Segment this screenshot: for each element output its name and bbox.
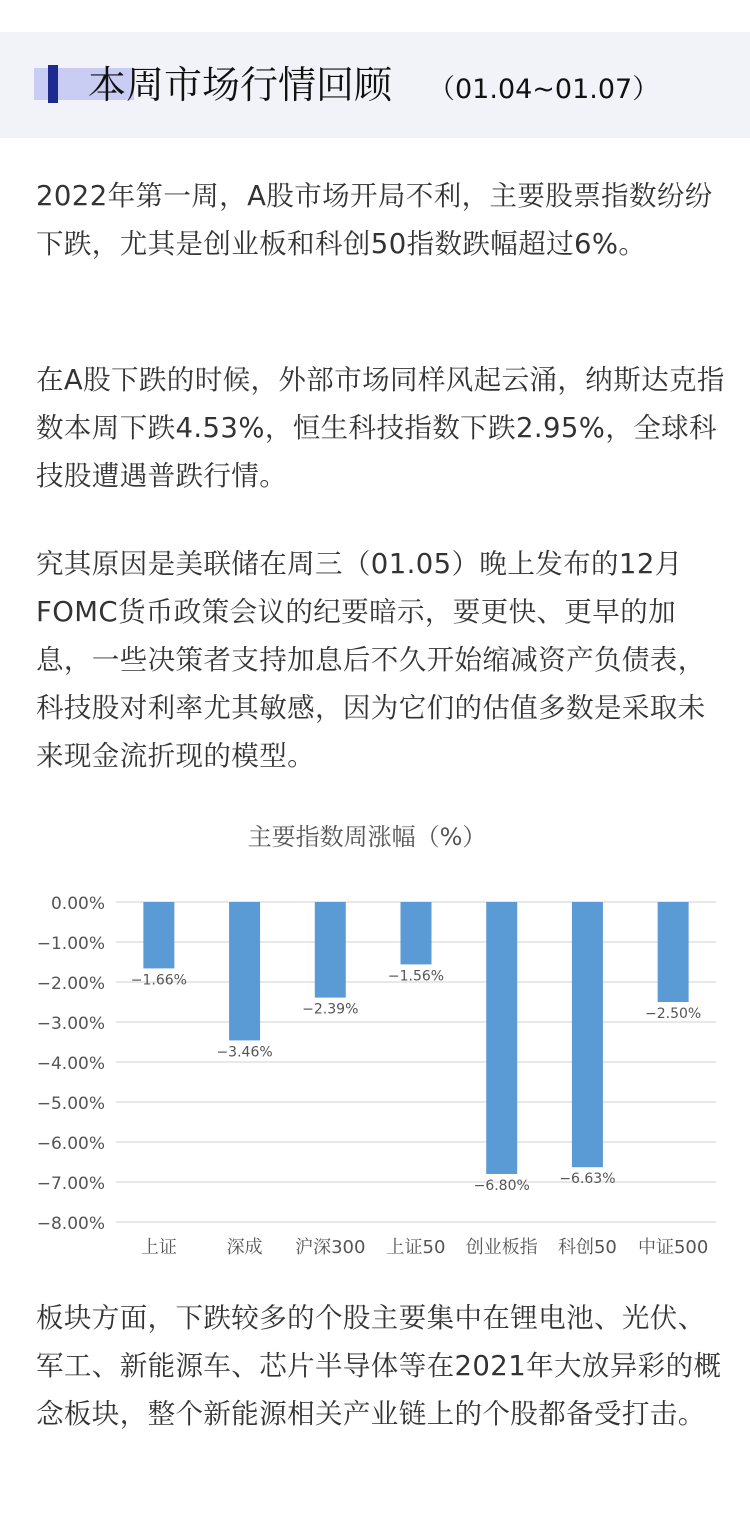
y-tick-label: −1.00%	[36, 934, 105, 954]
data-label: −6.63%	[559, 1171, 616, 1188]
section-date-range: （01.04~01.07）	[428, 74, 660, 105]
section-title: 本周市场行情回顾	[88, 63, 393, 107]
chart-bars	[143, 902, 688, 1174]
chart-data-labels	[131, 968, 702, 1194]
x-tick-label: 创业板指	[465, 1237, 538, 1258]
chart-title: 主要指数周涨幅（%）	[247, 823, 487, 851]
y-tick-label: −3.00%	[36, 1014, 105, 1034]
bar	[229, 902, 260, 1040]
y-tick-label: −4.00%	[36, 1054, 105, 1074]
y-tick-label: −7.00%	[36, 1174, 105, 1194]
bar	[572, 902, 603, 1167]
chart-y-axis	[37, 894, 105, 1234]
data-label: −2.39%	[302, 1001, 359, 1018]
y-tick-label: 0.00%	[50, 894, 105, 914]
x-tick-label: 中证500	[637, 1237, 709, 1258]
bar	[486, 902, 517, 1174]
bar	[401, 902, 432, 964]
y-tick-label: −8.00%	[36, 1214, 105, 1234]
x-tick-label: 上证50	[386, 1237, 446, 1258]
x-tick-label: 上证	[140, 1237, 177, 1258]
title-accent-bar	[48, 65, 58, 103]
paragraph-fed-reason: 究其原因是美联储在周三（01.05）晚上发布的12月FOMC货币政策会议的纪要暗示，要更快、更早的加息，一些决策者支持加息后不久开始缩减资产负债表，科技股对利率尤其敏感，因为它们的估值多数是采取未来现金流折现的模型。	[36, 548, 706, 772]
x-tick-label: 深成	[226, 1237, 263, 1258]
bar	[143, 902, 174, 968]
x-tick-label: 科创50	[557, 1237, 617, 1258]
data-label: −3.46%	[216, 1044, 273, 1061]
data-label: −2.50%	[645, 1006, 702, 1022]
data-label: −6.80%	[473, 1178, 530, 1194]
paragraph-global-markets: 在A股下跌的时候，外部市场同样风起云涌，纳斯达克指数本周下跌4.53%，恒生科技指数下跌2.95%，全球科技股遭遇普跌行情。	[36, 364, 725, 492]
bar	[315, 902, 346, 998]
y-tick-label: −6.00%	[36, 1134, 105, 1154]
data-label: −1.56%	[387, 968, 445, 985]
paragraph-market-summary: 2022年第一周，A股市场开局不利，主要股票指数纷纷下跌，尤其是创业板和科创50指数跌幅超过6%。	[36, 180, 713, 260]
paragraph-sectors: 板块方面，下跌较多的个股主要集中在锂电池、光伏、军工、新能源车、芯片半导体等在2021年大放异彩的概念板块，整个新能源相关产业链上的个股都备受打击。	[36, 1302, 722, 1430]
bar	[658, 902, 689, 1002]
data-label: −1.66%	[130, 972, 187, 989]
y-tick-label: −5.00%	[36, 1094, 105, 1114]
x-tick-label: 沪深300	[295, 1237, 366, 1258]
y-tick-label: −2.00%	[36, 974, 105, 994]
index-weekly-change-chart	[0, 800, 750, 1270]
chart-x-axis	[141, 1237, 708, 1258]
